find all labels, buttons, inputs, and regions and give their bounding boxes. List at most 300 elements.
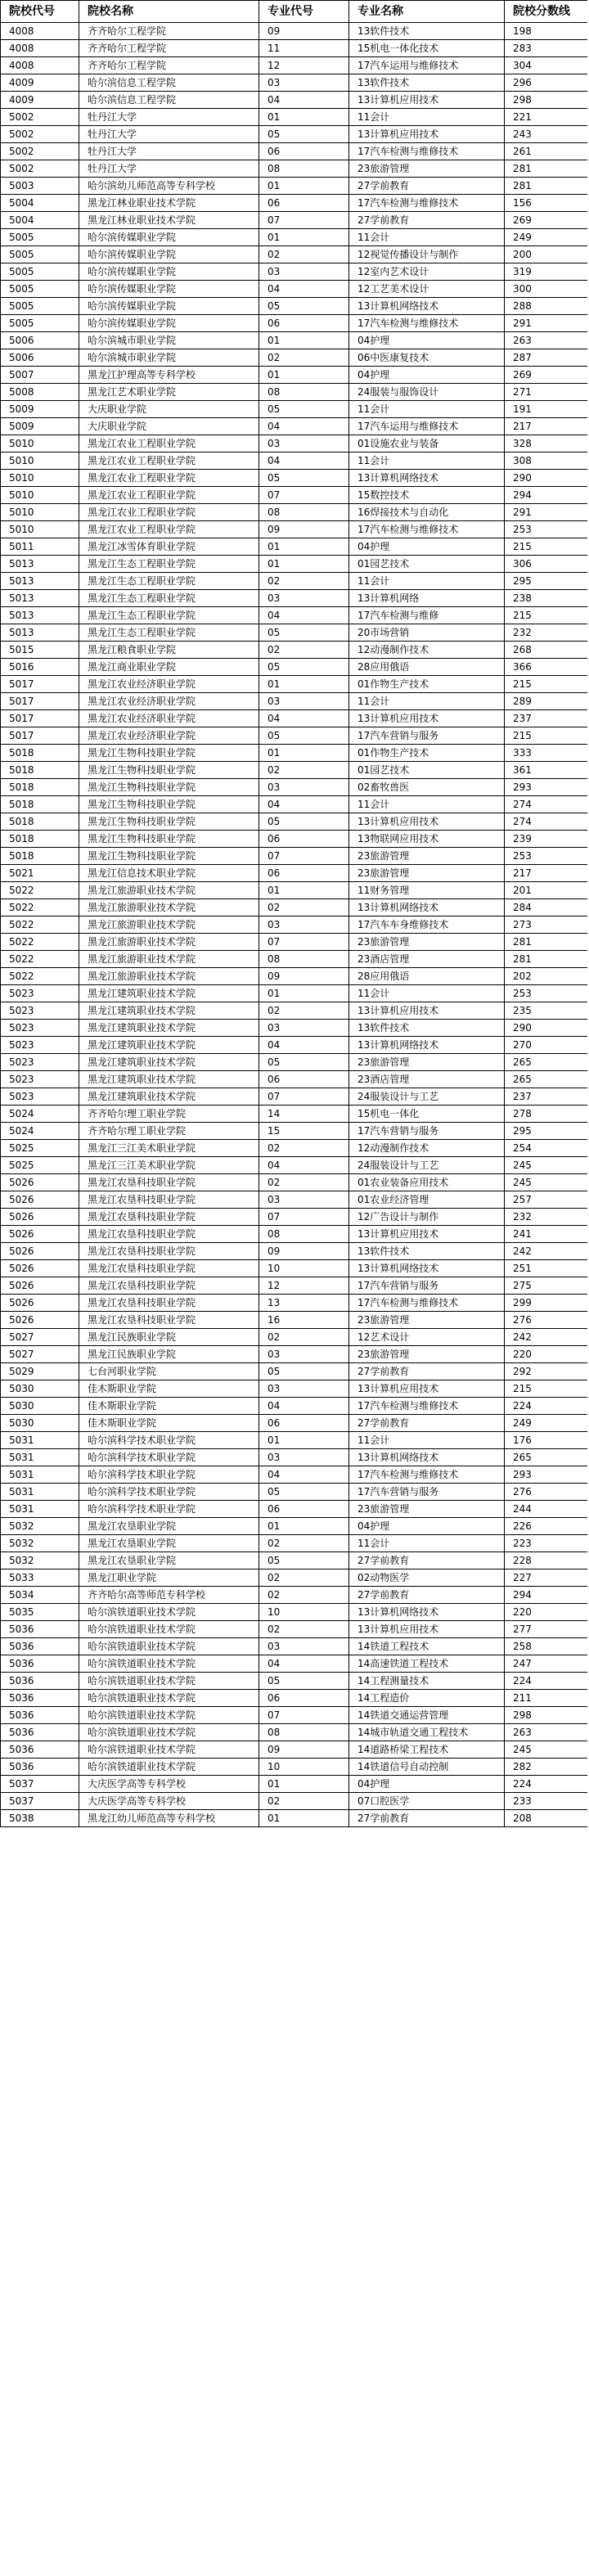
major-code-cell: 04	[259, 1655, 349, 1673]
school-code-cell: 5037	[1, 1793, 79, 1810]
major-name-cell: 17汽车检测与维修技术	[349, 195, 505, 212]
major-code-cell: 12	[259, 1277, 349, 1295]
table-row	[1, 1655, 588, 1673]
score-line-cell: 291	[505, 504, 588, 521]
score-line-cell: 253	[505, 521, 588, 538]
school-code-cell: 5037	[1, 1776, 79, 1793]
major-name-cell: 13软件技术	[349, 1020, 505, 1037]
major-code-cell: 05	[259, 1673, 349, 1690]
score-line-cell: 296	[505, 74, 588, 92]
school-name-cell: 齐齐哈尔工程学院	[79, 23, 259, 40]
school-code-cell: 5002	[1, 160, 79, 178]
major-code-cell: 01	[259, 745, 349, 762]
major-code-cell: 01	[259, 985, 349, 1002]
school-name-cell: 黑龙江农业工程职业学院	[79, 504, 259, 521]
school-name-cell: 黑龙江农业工程职业学院	[79, 470, 259, 487]
table-row	[1, 590, 588, 607]
school-name-cell: 黑龙江农业经济职业学院	[79, 710, 259, 727]
table-row	[1, 1810, 588, 1827]
major-code-cell: 06	[259, 143, 349, 160]
score-line-cell: 243	[505, 126, 588, 143]
major-name-cell: 13计算机网络技术	[349, 1037, 505, 1054]
table-row	[1, 1535, 588, 1552]
table-row	[1, 848, 588, 865]
major-code-cell: 04	[259, 710, 349, 727]
school-name-cell: 黑龙江农业工程职业学院	[79, 453, 259, 470]
major-name-cell: 24服装与服饰设计	[349, 384, 505, 401]
major-name-cell: 13计算机网络技术	[349, 298, 505, 315]
score-line-cell: 217	[505, 865, 588, 882]
major-code-cell: 10	[259, 1759, 349, 1776]
school-code-cell: 5022	[1, 899, 79, 916]
major-code-cell: 04	[259, 607, 349, 624]
score-line-cell: 215	[505, 607, 588, 624]
score-line-cell: 215	[505, 727, 588, 745]
score-line-cell: 291	[505, 315, 588, 332]
major-code-cell: 06	[259, 865, 349, 882]
major-name-cell: 11会计	[349, 985, 505, 1002]
school-code-cell: 5032	[1, 1518, 79, 1535]
school-name-cell: 哈尔滨城市职业学院	[79, 332, 259, 349]
school-code-cell: 5023	[1, 1037, 79, 1054]
school-code-cell: 5017	[1, 676, 79, 693]
score-line-cell: 241	[505, 1226, 588, 1243]
major-name-cell: 13计算机应用技术	[349, 126, 505, 143]
school-name-cell: 黑龙江生态工程职业学院	[79, 607, 259, 624]
table-row	[1, 882, 588, 899]
table-row	[1, 1277, 588, 1295]
score-line-cell: 277	[505, 1621, 588, 1638]
score-line-cell: 265	[505, 1449, 588, 1466]
major-code-cell: 03	[259, 1380, 349, 1398]
major-name-cell: 01作物生产技术	[349, 745, 505, 762]
major-name-cell: 12工艺美术设计	[349, 281, 505, 298]
major-code-cell: 05	[259, 298, 349, 315]
major-name-cell: 23旅游管理	[349, 848, 505, 865]
school-name-cell: 牡丹江大学	[79, 143, 259, 160]
score-line-cell: 253	[505, 985, 588, 1002]
school-name-cell: 黑龙江旅游职业技术学院	[79, 916, 259, 934]
table-row	[1, 1106, 588, 1123]
major-name-cell: 23旅游管理	[349, 1501, 505, 1518]
major-name-cell: 15数控技术	[349, 487, 505, 504]
major-code-cell: 02	[259, 1002, 349, 1020]
school-code-cell: 5006	[1, 332, 79, 349]
score-line-cell: 224	[505, 1398, 588, 1415]
school-name-cell: 黑龙江生态工程职业学院	[79, 590, 259, 607]
major-code-cell: 03	[259, 1020, 349, 1037]
score-line-cell: 288	[505, 298, 588, 315]
school-code-cell: 5036	[1, 1741, 79, 1759]
table-row	[1, 796, 588, 813]
major-name-cell: 11会计	[349, 453, 505, 470]
table-row	[1, 899, 588, 916]
score-line-cell: 281	[505, 160, 588, 178]
school-name-cell: 黑龙江建筑职业技术学院	[79, 1088, 259, 1106]
table-row	[1, 487, 588, 504]
school-name-cell: 哈尔滨铁道职业技术学院	[79, 1621, 259, 1638]
major-name-cell: 17汽车营销与服务	[349, 727, 505, 745]
score-line-cell: 294	[505, 487, 588, 504]
score-line-cell: 202	[505, 968, 588, 985]
table-row	[1, 934, 588, 951]
table-row	[1, 229, 588, 246]
score-line-cell: 328	[505, 435, 588, 453]
major-code-cell: 03	[259, 693, 349, 710]
major-name-cell: 27学前教育	[349, 1587, 505, 1604]
major-name-cell: 14工程测量技术	[349, 1673, 505, 1690]
table-row	[1, 195, 588, 212]
table-row	[1, 1690, 588, 1707]
major-name-cell: 17汽车检测与维修	[349, 607, 505, 624]
school-name-cell: 哈尔滨铁道职业技术学院	[79, 1759, 259, 1776]
table-header-row	[1, 1, 588, 23]
major-code-cell: 01	[259, 556, 349, 573]
major-code-cell: 08	[259, 504, 349, 521]
school-name-cell: 黑龙江护理高等专科学校	[79, 367, 259, 384]
table-row	[1, 1088, 588, 1106]
school-code-cell: 5031	[1, 1466, 79, 1484]
table-row	[1, 1346, 588, 1363]
school-name-cell: 黑龙江民族职业学院	[79, 1329, 259, 1346]
school-code-cell: 5010	[1, 435, 79, 453]
table-row	[1, 367, 588, 384]
table-row	[1, 126, 588, 143]
score-line-cell: 232	[505, 1209, 588, 1226]
major-name-cell: 13计算机应用技术	[349, 92, 505, 109]
major-code-cell: 02	[259, 349, 349, 367]
score-line-cell: 275	[505, 1277, 588, 1295]
major-name-cell: 13计算机网络技术	[349, 899, 505, 916]
header-score-line: 院校分数线	[505, 1, 588, 23]
school-code-cell: 4008	[1, 23, 79, 40]
major-code-cell: 05	[259, 1054, 349, 1071]
score-line-cell: 283	[505, 40, 588, 57]
major-name-cell: 13计算机网络技术	[349, 1449, 505, 1466]
major-name-cell: 12动漫制作技术	[349, 1140, 505, 1157]
school-name-cell: 哈尔滨铁道职业技术学院	[79, 1655, 259, 1673]
major-code-cell: 01	[259, 538, 349, 556]
school-name-cell: 大庆职业学院	[79, 401, 259, 418]
table-row	[1, 384, 588, 401]
major-name-cell: 11会计	[349, 796, 505, 813]
school-code-cell: 5026	[1, 1209, 79, 1226]
school-code-cell: 5017	[1, 727, 79, 745]
score-line-cell: 208	[505, 1810, 588, 1827]
school-code-cell: 5027	[1, 1329, 79, 1346]
school-code-cell: 5026	[1, 1226, 79, 1243]
major-name-cell: 15机电一体化	[349, 1106, 505, 1123]
table-row	[1, 968, 588, 985]
school-code-cell: 5026	[1, 1295, 79, 1312]
table-row	[1, 1724, 588, 1741]
table-row	[1, 1329, 588, 1346]
major-name-cell: 13计算机网络技术	[349, 470, 505, 487]
major-name-cell: 12视觉传播设计与制作	[349, 246, 505, 263]
table-row	[1, 1260, 588, 1277]
school-name-cell: 哈尔滨铁道职业技术学院	[79, 1638, 259, 1655]
major-name-cell: 14城市轨道交通工程技术	[349, 1724, 505, 1741]
school-code-cell: 5005	[1, 246, 79, 263]
score-line-cell: 289	[505, 693, 588, 710]
major-code-cell: 02	[259, 1587, 349, 1604]
major-name-cell: 02畜牧兽医	[349, 779, 505, 796]
school-name-cell: 哈尔滨铁道职业技术学院	[79, 1690, 259, 1707]
header-major-code: 专业代号	[259, 1, 349, 23]
table-row	[1, 418, 588, 435]
major-code-cell: 09	[259, 23, 349, 40]
header-school-name: 院校名称	[79, 1, 259, 23]
school-name-cell: 黑龙江生态工程职业学院	[79, 556, 259, 573]
table-row	[1, 1759, 588, 1776]
major-name-cell: 11会计	[349, 1432, 505, 1449]
major-name-cell: 13软件技术	[349, 1243, 505, 1260]
major-name-cell: 13计算机应用技术	[349, 1621, 505, 1638]
school-code-cell: 5018	[1, 779, 79, 796]
table-row	[1, 178, 588, 195]
school-name-cell: 黑龙江商业职业学院	[79, 659, 259, 676]
major-code-cell: 05	[259, 624, 349, 642]
table-row	[1, 401, 588, 418]
school-name-cell: 黑龙江农垦科技职业学院	[79, 1243, 259, 1260]
school-name-cell: 哈尔滨传媒职业学院	[79, 246, 259, 263]
major-code-cell: 02	[259, 573, 349, 590]
major-code-cell: 05	[259, 401, 349, 418]
major-code-cell: 01	[259, 1432, 349, 1449]
major-code-cell: 05	[259, 470, 349, 487]
major-name-cell: 12艺术设计	[349, 1329, 505, 1346]
table-row	[1, 1552, 588, 1569]
table-row	[1, 1020, 588, 1037]
school-code-cell: 5018	[1, 745, 79, 762]
major-name-cell: 04护理	[349, 367, 505, 384]
school-name-cell: 哈尔滨铁道职业技术学院	[79, 1724, 259, 1741]
school-name-cell: 大庆职业学院	[79, 418, 259, 435]
major-code-cell: 02	[259, 642, 349, 659]
major-code-cell: 05	[259, 126, 349, 143]
school-name-cell: 齐齐哈尔工程学院	[79, 57, 259, 74]
major-code-cell: 08	[259, 1724, 349, 1741]
school-code-cell: 4009	[1, 92, 79, 109]
school-code-cell: 5010	[1, 521, 79, 538]
school-name-cell: 黑龙江生物科技职业学院	[79, 848, 259, 865]
score-line-cell: 287	[505, 349, 588, 367]
score-line-cell: 261	[505, 143, 588, 160]
major-name-cell: 28应用俄语	[349, 659, 505, 676]
school-name-cell: 黑龙江建筑职业技术学院	[79, 1020, 259, 1037]
table-row	[1, 1776, 588, 1793]
major-name-cell: 14铁道交通运营管理	[349, 1707, 505, 1724]
school-code-cell: 5031	[1, 1501, 79, 1518]
major-name-cell: 17汽车营销与服务	[349, 1484, 505, 1501]
table-row	[1, 1501, 588, 1518]
school-code-cell: 5036	[1, 1621, 79, 1638]
major-name-cell: 13计算机网络	[349, 590, 505, 607]
school-code-cell: 5026	[1, 1312, 79, 1329]
major-name-cell: 27学前教育	[349, 1552, 505, 1569]
major-name-cell: 11会计	[349, 693, 505, 710]
score-line-cell: 263	[505, 1724, 588, 1741]
major-name-cell: 23酒店管理	[349, 1071, 505, 1088]
school-name-cell: 黑龙江生物科技职业学院	[79, 779, 259, 796]
school-name-cell: 哈尔滨铁道职业技术学院	[79, 1673, 259, 1690]
table-row	[1, 1209, 588, 1226]
school-code-cell: 5034	[1, 1587, 79, 1604]
table-row	[1, 92, 588, 109]
major-code-cell: 07	[259, 934, 349, 951]
school-name-cell: 黑龙江建筑职业技术学院	[79, 1002, 259, 1020]
school-code-cell: 5026	[1, 1191, 79, 1209]
major-code-cell: 13	[259, 1295, 349, 1312]
score-line-cell: 281	[505, 934, 588, 951]
major-code-cell: 02	[259, 1535, 349, 1552]
school-name-cell: 哈尔滨科学技术职业学院	[79, 1501, 259, 1518]
major-name-cell: 17汽车检测与维修技术	[349, 1398, 505, 1415]
score-line-cell: 263	[505, 332, 588, 349]
school-name-cell: 哈尔滨科学技术职业学院	[79, 1432, 259, 1449]
major-name-cell: 27学前教育	[349, 212, 505, 229]
major-name-cell: 13计算机应用技术	[349, 1226, 505, 1243]
score-line-cell: 200	[505, 246, 588, 263]
score-line-cell: 242	[505, 1329, 588, 1346]
school-code-cell: 5017	[1, 693, 79, 710]
table-row	[1, 1673, 588, 1690]
score-line-cell: 299	[505, 1295, 588, 1312]
table-row	[1, 727, 588, 745]
school-code-cell: 5016	[1, 659, 79, 676]
table-row	[1, 762, 588, 779]
school-name-cell: 黑龙江生物科技职业学院	[79, 762, 259, 779]
school-code-cell: 5002	[1, 126, 79, 143]
score-line-cell: 284	[505, 899, 588, 916]
school-name-cell: 黑龙江农垦科技职业学院	[79, 1260, 259, 1277]
table-row	[1, 693, 588, 710]
major-code-cell: 01	[259, 332, 349, 349]
major-name-cell: 12广告设计与制作	[349, 1209, 505, 1226]
major-name-cell: 13计算机应用技术	[349, 710, 505, 727]
school-name-cell: 黑龙江旅游职业技术学院	[79, 899, 259, 916]
major-name-cell: 01设施农业与装备	[349, 435, 505, 453]
school-name-cell: 黑龙江旅游职业技术学院	[79, 951, 259, 968]
major-name-cell: 13计算机应用技术	[349, 813, 505, 831]
score-line-cell: 290	[505, 1020, 588, 1037]
table-row	[1, 1157, 588, 1174]
major-name-cell: 12室内艺术设计	[349, 263, 505, 281]
score-line-cell: 268	[505, 642, 588, 659]
major-code-cell: 01	[259, 178, 349, 195]
score-line-cell: 176	[505, 1432, 588, 1449]
major-code-cell: 04	[259, 281, 349, 298]
major-name-cell: 11会计	[349, 1535, 505, 1552]
table-row	[1, 504, 588, 521]
score-line-cell: 319	[505, 263, 588, 281]
major-code-cell: 05	[259, 813, 349, 831]
school-code-cell: 5032	[1, 1552, 79, 1569]
school-name-cell: 哈尔滨科学技术职业学院	[79, 1466, 259, 1484]
school-name-cell: 七台河职业学院	[79, 1363, 259, 1380]
score-line-cell: 239	[505, 831, 588, 848]
major-name-cell: 23酒店管理	[349, 951, 505, 968]
major-code-cell: 11	[259, 40, 349, 57]
major-code-cell: 01	[259, 1810, 349, 1827]
school-name-cell: 黑龙江旅游职业技术学院	[79, 934, 259, 951]
school-code-cell: 5031	[1, 1449, 79, 1466]
major-name-cell: 01作物生产技术	[349, 676, 505, 693]
table-row	[1, 1226, 588, 1243]
score-line-cell: 281	[505, 951, 588, 968]
table-row	[1, 298, 588, 315]
major-code-cell: 02	[259, 1621, 349, 1638]
table-row	[1, 1363, 588, 1380]
school-code-cell: 5025	[1, 1157, 79, 1174]
major-name-cell: 02动物医学	[349, 1569, 505, 1587]
major-code-cell: 02	[259, 762, 349, 779]
major-name-cell: 17汽车营销与服务	[349, 1277, 505, 1295]
score-line-cell: 224	[505, 1673, 588, 1690]
major-name-cell: 17汽车检测与维修技术	[349, 143, 505, 160]
score-line-cell: 265	[505, 1054, 588, 1071]
score-line-cell: 281	[505, 178, 588, 195]
school-name-cell: 哈尔滨科学技术职业学院	[79, 1484, 259, 1501]
score-line-cell: 361	[505, 762, 588, 779]
score-line-cell: 215	[505, 676, 588, 693]
major-code-cell: 09	[259, 521, 349, 538]
score-line-cell: 269	[505, 367, 588, 384]
major-name-cell: 14铁道工程技术	[349, 1638, 505, 1655]
table-row	[1, 109, 588, 126]
school-name-cell: 黑龙江农业工程职业学院	[79, 435, 259, 453]
school-code-cell: 5036	[1, 1759, 79, 1776]
table-row	[1, 23, 588, 40]
table-row	[1, 40, 588, 57]
table-row	[1, 1793, 588, 1810]
major-code-cell: 03	[259, 590, 349, 607]
major-code-cell: 05	[259, 1363, 349, 1380]
score-line-cell: 273	[505, 916, 588, 934]
major-code-cell: 03	[259, 1346, 349, 1363]
major-name-cell: 14道路桥梁工程技术	[349, 1741, 505, 1759]
school-code-cell: 5005	[1, 298, 79, 315]
table-row	[1, 1312, 588, 1329]
major-name-cell: 17汽车检测与维修技术	[349, 315, 505, 332]
major-code-cell: 04	[259, 92, 349, 109]
table-row	[1, 281, 588, 298]
table-row	[1, 263, 588, 281]
major-name-cell: 20市场营销	[349, 624, 505, 642]
school-code-cell: 5030	[1, 1398, 79, 1415]
school-code-cell: 5024	[1, 1123, 79, 1140]
school-code-cell: 5026	[1, 1277, 79, 1295]
school-code-cell: 5027	[1, 1346, 79, 1363]
school-code-cell: 5036	[1, 1638, 79, 1655]
major-name-cell: 24服装设计与工艺	[349, 1088, 505, 1106]
score-line-cell: 251	[505, 1260, 588, 1277]
school-name-cell: 黑龙江建筑职业技术学院	[79, 1071, 259, 1088]
major-name-cell: 23旅游管理	[349, 1054, 505, 1071]
major-name-cell: 14铁道信号自动控制	[349, 1759, 505, 1776]
major-code-cell: 05	[259, 659, 349, 676]
school-name-cell: 佳木斯职业学院	[79, 1415, 259, 1432]
school-code-cell: 5036	[1, 1690, 79, 1707]
major-code-cell: 05	[259, 727, 349, 745]
major-code-cell: 05	[259, 1484, 349, 1501]
table-row	[1, 676, 588, 693]
table-row	[1, 349, 588, 367]
school-name-cell: 黑龙江信息技术职业学院	[79, 865, 259, 882]
score-line-cell: 270	[505, 1037, 588, 1054]
school-code-cell: 5026	[1, 1260, 79, 1277]
school-code-cell: 5017	[1, 710, 79, 727]
